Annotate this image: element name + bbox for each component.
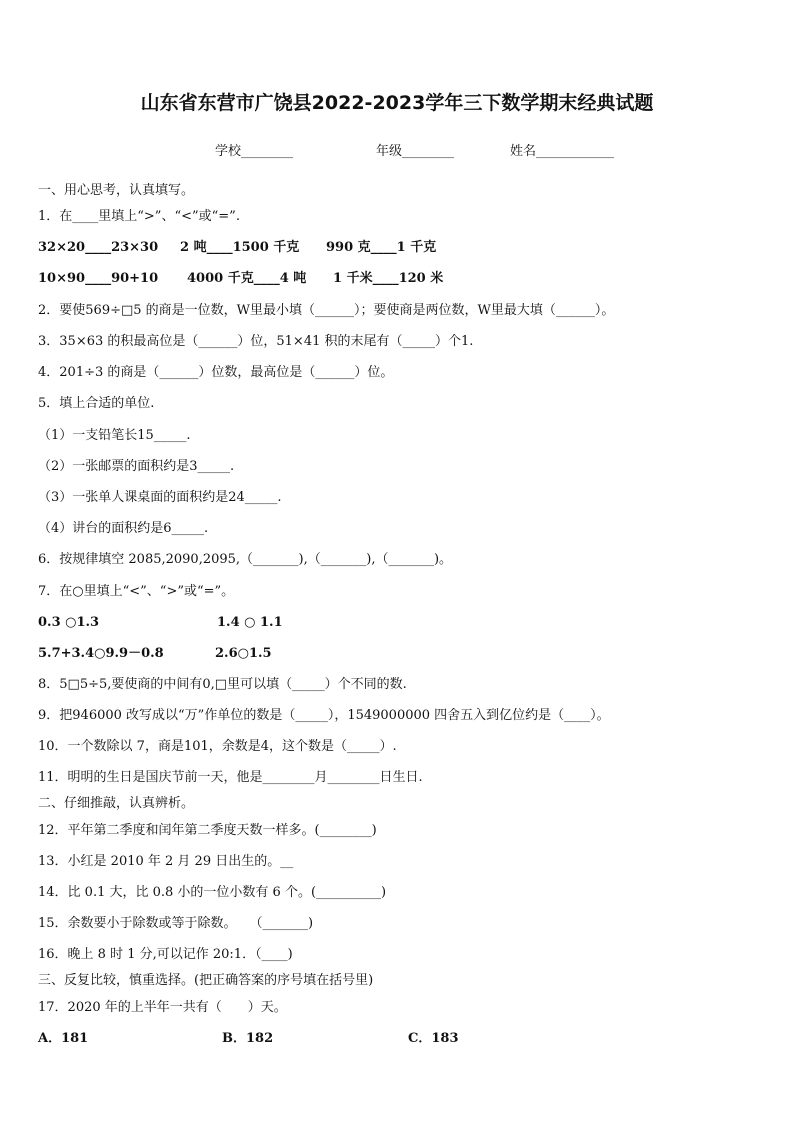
question-2: 2．要使569÷□5 的商是一位数，W里最小填（______）；要使商是两位数，W里最大填（______）。 (38, 303, 615, 318)
question-9: 9．把946000 改写成以“万”作单位的数是（_____），1549000000 四舍五入到亿位约是（____）。 (38, 708, 610, 723)
grade-field: 年级________ (376, 144, 455, 159)
q1-item: 2 吨____1500 千克 (180, 240, 300, 255)
question-5-2: （2）一张邮票的面积约是3_____. (38, 459, 235, 474)
question-6: 6．按规律填空 2085,2090,2095,（_______),（_______),（_______)。 (38, 552, 453, 567)
school-field: 学校________ (215, 144, 294, 159)
section-2-heading: 二、仔细推敲，认真辨析。 (38, 796, 195, 811)
question-5: 5．填上合适的单位. (38, 396, 155, 411)
section-3-heading: 三、反复比较，慎重选择。(把正确答案的序号填在括号里) (38, 973, 374, 988)
q7-item: 0.3 ○1.3 (38, 615, 100, 630)
q1-item: 990 克____1 千克 (326, 240, 437, 255)
question-17: 17．2020 年的上半年一共有（ ）天。 (38, 1000, 287, 1015)
question-4: 4．201÷3 的商是（______）位数，最高位是（______）位。 (38, 365, 394, 380)
question-12: 12．平年第二季度和闰年第二季度天数一样多。(________) (38, 823, 377, 838)
option-a: A．181 (38, 1031, 89, 1046)
question-8: 8．5□5÷5,要使商的中间有0,□里可以填（_____）个不同的数. (38, 677, 407, 692)
section-1-heading: 一、用心思考，认真填写。 (38, 183, 195, 198)
question-3: 3．35×63 的积最高位是（______）位，51×41 积的末尾有（_____）个1. (38, 334, 474, 349)
question-13: 13．小红是 2010 年 2 月 29 日出生的。__ (38, 854, 294, 869)
q1-item: 1 千米____120 米 (333, 271, 444, 286)
question-14: 14．比 0.1 大，比 0.8 小的一位小数有 6 个。(__________) (38, 885, 387, 900)
question-1: 1．在____里填上“>”、“<”或“=”. (38, 209, 240, 224)
question-11: 11．明明的生日是国庆节前一天，他是________月________日生日. (38, 770, 423, 785)
q1-item: 10×90____90+10 (38, 271, 159, 286)
question-16: 16．晚上 8 时 1 分,可以记作 20:1．（____) (38, 947, 293, 962)
q7-item: 2.6○1.5 (215, 646, 272, 661)
page-title: 山东省东营市广饶县2022-2023学年三下数学期末经典试题 (140, 92, 654, 114)
question-7: 7．在○里填上“<”、“>”或“=”。 (38, 584, 235, 599)
q7-item: 1.4 ○ 1.1 (217, 615, 283, 630)
question-5-4: （4）讲台的面积约是6_____. (38, 521, 209, 536)
q7-item: 5.7+3.4○9.9－0.8 (38, 646, 164, 661)
question-5-1: （1）一支铅笔长15_____. (38, 428, 191, 443)
option-b: B．182 (222, 1031, 274, 1046)
q1-item: 32×20____23×30 (38, 240, 159, 255)
question-5-3: （3）一张单人课桌面的面积约是24_____. (38, 490, 282, 505)
option-c: C．183 (408, 1031, 459, 1046)
question-10: 10．一个数除以 7，商是101，余数是4，这个数是（_____）. (38, 739, 397, 754)
question-15: 15．余数要小于除数或等于除数。 （_______) (38, 916, 314, 931)
q1-item: 4000 千克____4 吨 (187, 271, 307, 286)
name-field: 姓名____________ (510, 144, 615, 159)
